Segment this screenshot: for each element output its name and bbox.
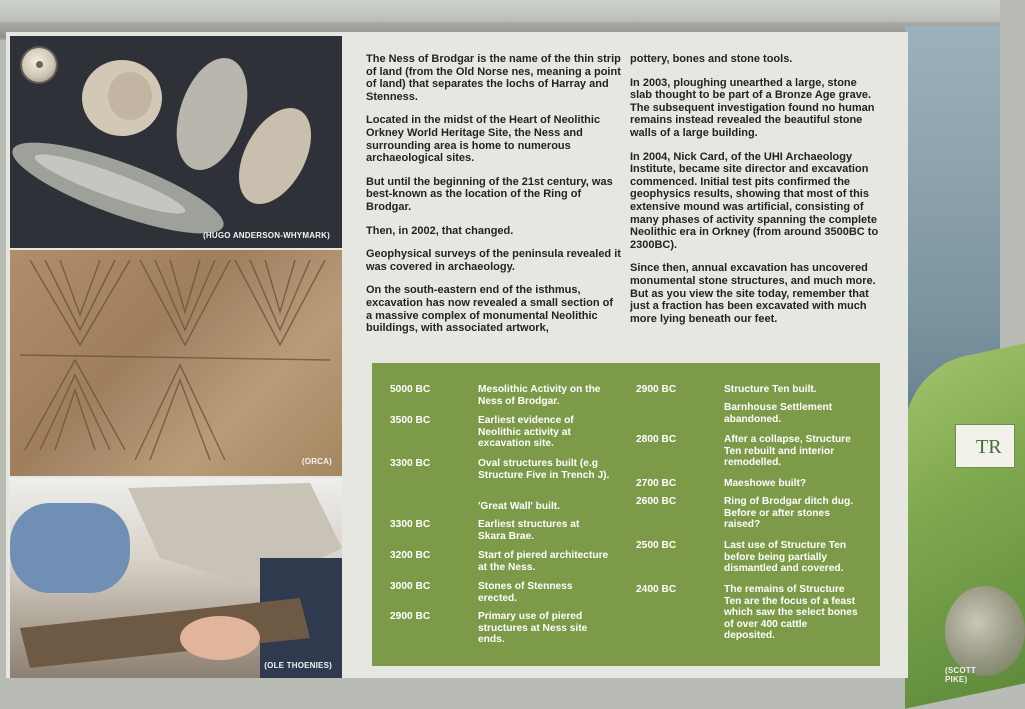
credit-hugo: (HUGO ANDERSON-WHYMARK) [203,231,330,240]
timeline-panel [372,363,880,666]
paragraph: But until the beginning of the 21st century, was best-known as the location of the Ring of Brodgar. [366,175,613,213]
timeline-date: 2800 BC [636,434,677,445]
paragraph: Since then, annual excavation has uncovered monumental stone structures, and much more. But as you view the site today, remember that just a fraction has been excavated with much more lying beneath our feet. [630,262,876,325]
timeline-event: Last use of Structure Ten before being partially dismantled and covered. [724,540,847,575]
paragraph: On the south-eastern end of the isthmus, excavation has now revealed a small section of a massive complex of monumental Neolithic buildings, with associated artwork, [366,284,613,335]
timeline-date: 2400 BC [636,584,677,595]
timeline-date: 3300 BC [390,458,431,469]
side-sign: TR [955,424,1015,468]
stone-tools-illustration [10,36,342,248]
hands-illustration [10,478,342,678]
paragraph: Then, in 2002, that changed. [366,224,514,237]
stone-mound [945,586,1025,676]
incised-pattern [10,250,342,476]
knob [108,72,152,120]
jeans-leg [10,503,130,593]
timeline-event: Barnhouse Settlement abandoned. [724,402,833,425]
paragraph: Located in the midst of the Heart of Neolithic Orkney World Heritage Site, the Ness and surrounding area is home to numerous archaeological sites. [366,114,601,165]
timeline-date: 2700 BC [636,478,677,489]
intro-column-left [366,53,622,346]
paragraph: Geophysical surveys of the peninsula revealed it was covered in archaeology. [366,248,621,273]
aerial-photo-panel [905,26,1002,684]
timeline-date: 2500 BC [636,540,677,551]
hand [180,616,260,660]
screw-icon [22,48,56,82]
timeline-date: 2900 BC [636,384,677,395]
credit-orca: (ORCA) [301,457,332,466]
timeline-event: Ring of Brodgar ditch dug. Before or after stones raised? [724,496,854,531]
timeline-date: 5000 BC [390,384,431,395]
paragraph: In 2003, ploughing unearthed a large, stone slab thought to be part of a Bronze Age grave. The subsequent investigation found no human remains instead revealed the beautiful stone walls of a large building. [630,76,875,139]
timeline-event: Structure Ten built. [724,384,817,395]
timeline-date: 2900 BC [390,611,431,622]
timeline-event: Oval structures built (e.g Structure Five in Trench J). [478,458,610,481]
photo-stone-tools [10,36,342,248]
timeline-date: 3000 BC [390,581,431,592]
timeline-event: Primary use of piered structures at Ness site ends. [478,611,588,646]
timeline-event: After a collapse, Structure Ten rebuilt and interior remodelled. [724,434,851,469]
timeline-event: The remains of Structure Ten are the focus of a feast which saw the select bones of over 400 cattle deposited. [724,584,858,642]
timeline-date: 3500 BC [390,415,431,426]
paragraph: In 2004, Nick Card, of the UHI Archaeology Institute, became site director and excavation commenced. Initial test pits confirmed the geophysics results, showing that most of this extensive mound was artificial, consisting of many phases of activity spanning the complete Neolithic era in Orkney (from around 3500BC to 2300BC). [630,150,879,251]
credit-scott-pike: (SCOTT PIKE) [945,666,976,684]
timeline-event: Mesolithic Activity on the Ness of Brodgar. [478,384,601,407]
credit-ole-thoenies: (OLE THOENIES) [264,661,332,670]
timeline-date: 3300 BC [390,519,431,530]
timeline-event: Earliest evidence of Neolithic activity at excavation site. [478,415,574,450]
timeline-event: 'Great Wall' built. [478,501,561,512]
photo-carved-stone [10,250,342,476]
photo-excavation-hands [10,478,342,678]
timeline-event: Stones of Stenness erected. [478,581,573,604]
timeline-event: Start of piered architecture at the Ness. [478,550,609,573]
paragraph: The Ness of Brodgar is the name of the thin strip of land (from the Old Norse nes, meaning a point of land) that separates the lochs of Harray and Stenness. [366,53,621,103]
timeline-date: 3200 BC [390,550,431,561]
timeline-event: Maeshowe built? [724,478,807,489]
timeline-date: 2600 BC [636,496,677,507]
paragraph: pottery, bones and stone tools. [630,53,793,65]
intro-column-right [630,53,880,336]
timeline-event: Earliest structures at Skara Brae. [478,519,580,542]
